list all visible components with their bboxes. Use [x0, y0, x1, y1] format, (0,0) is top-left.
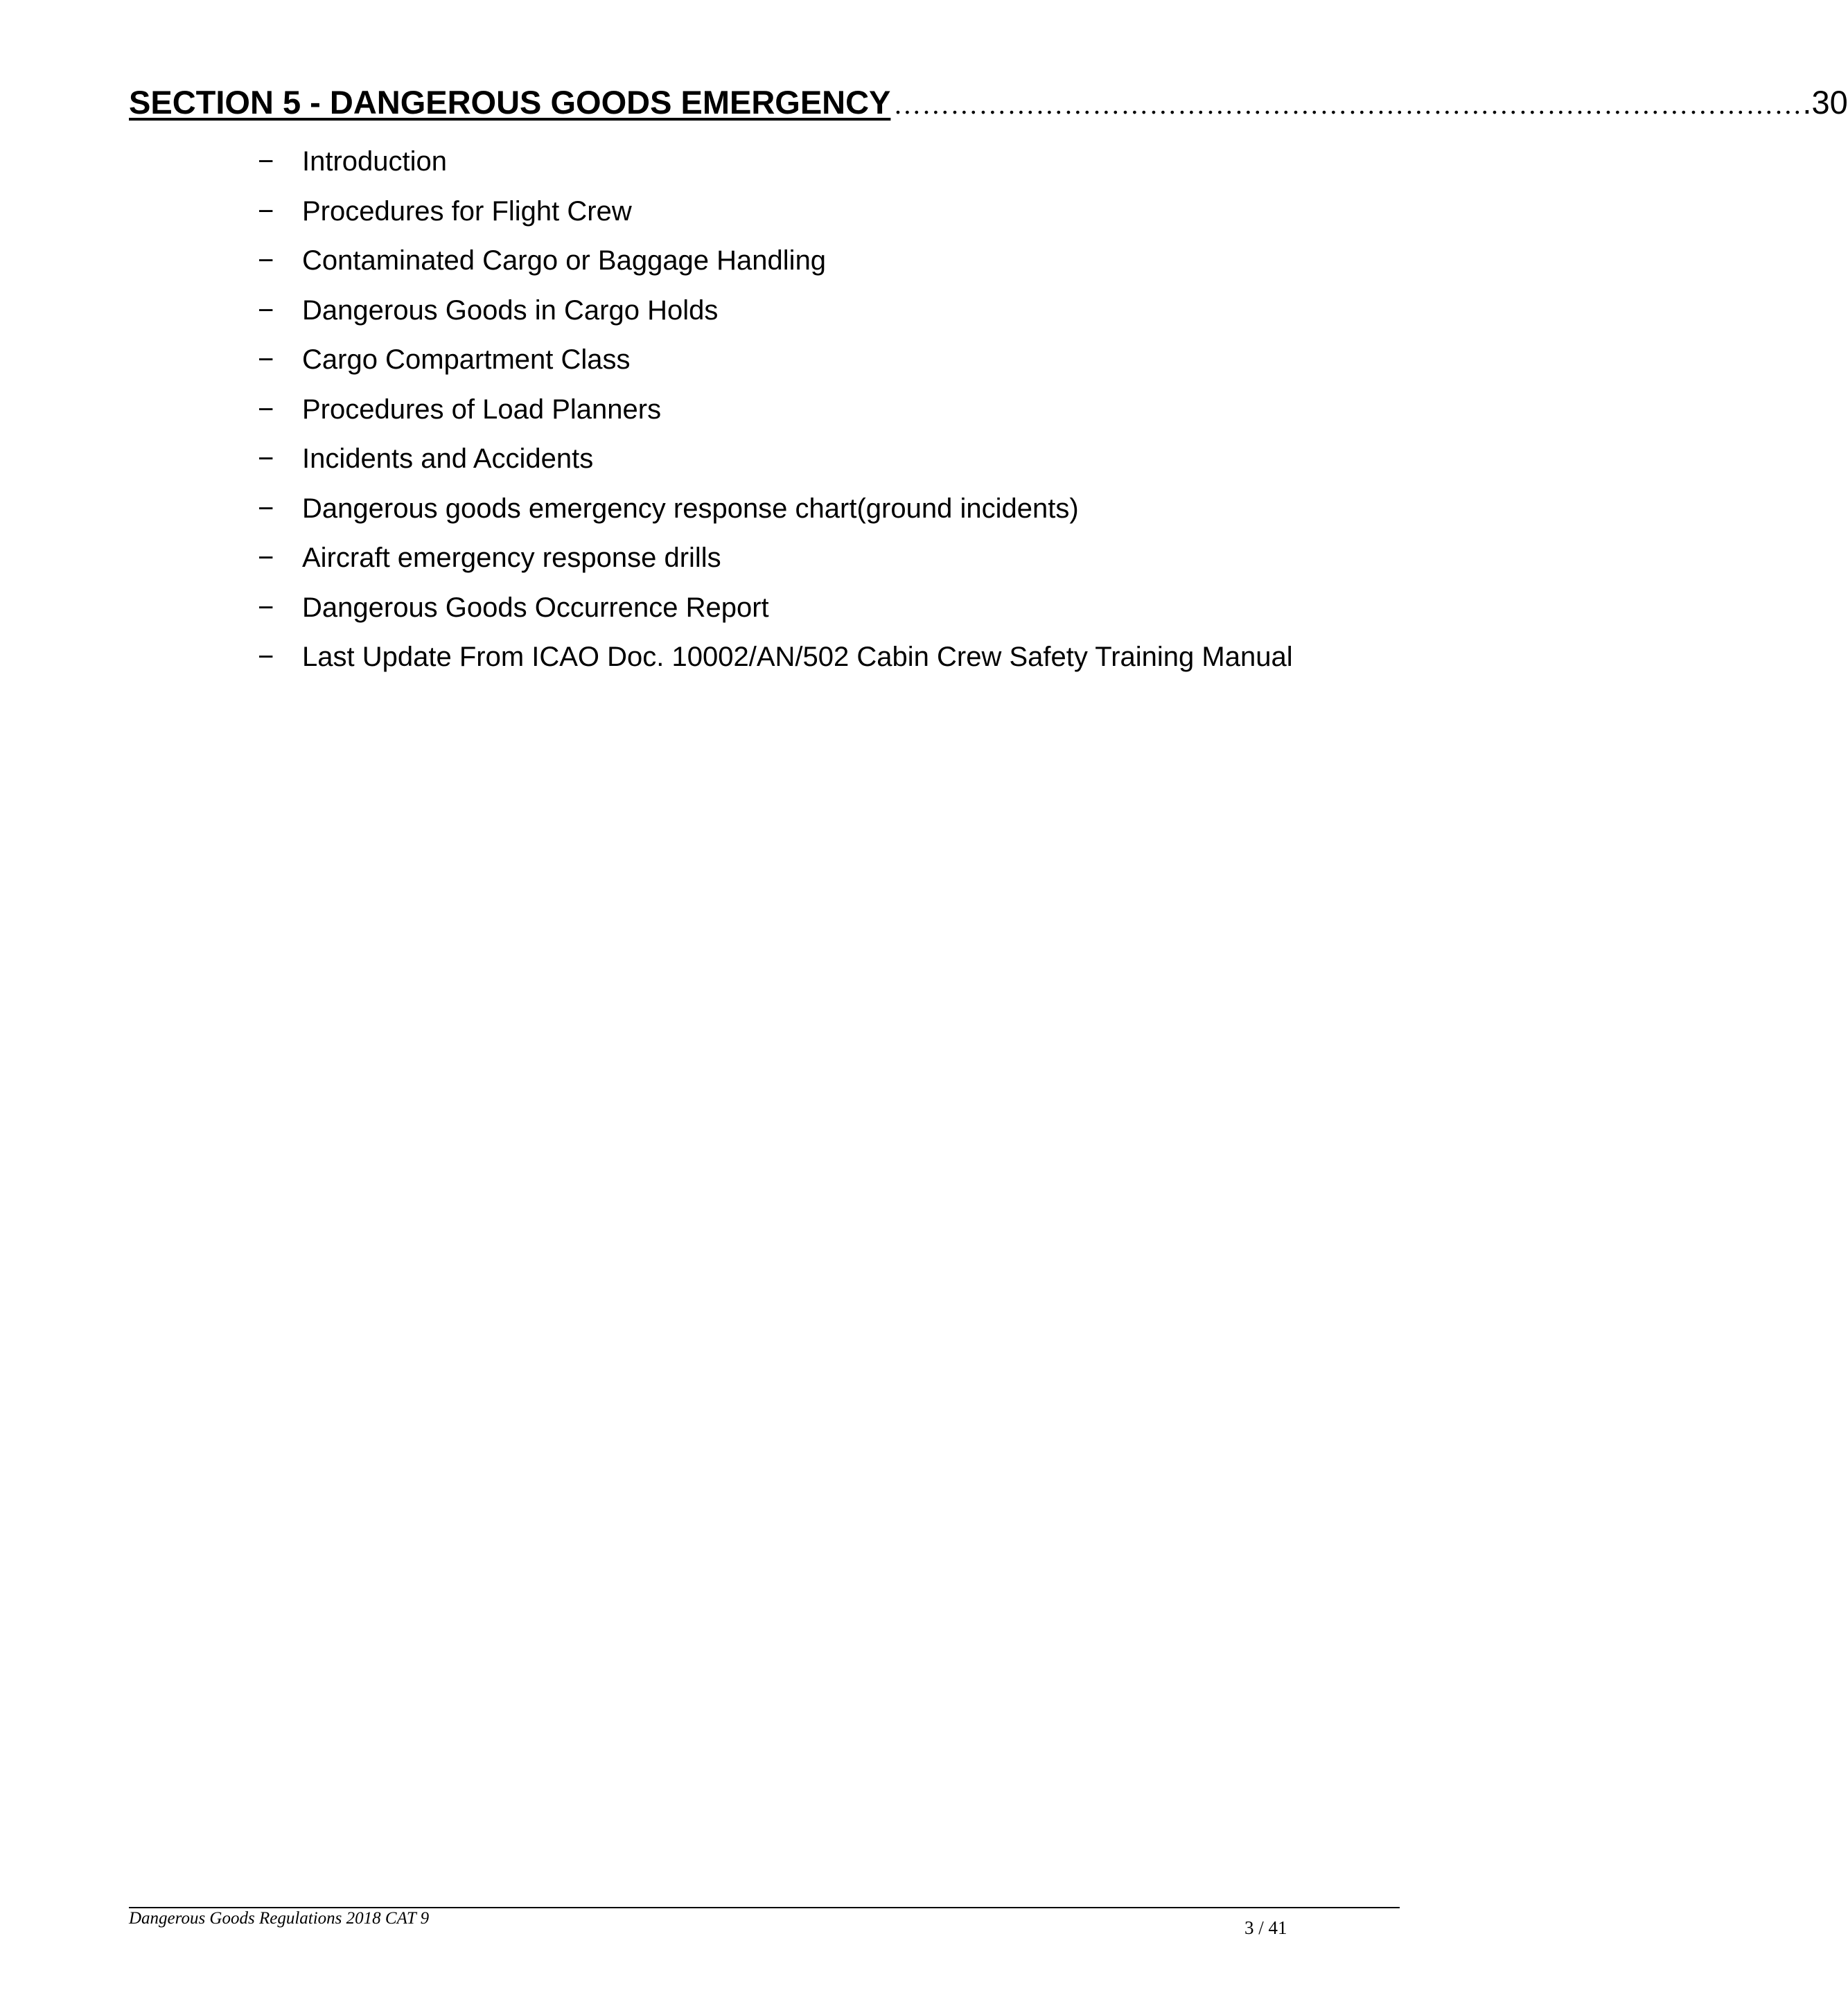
toc-item-label: Dangerous Goods in Cargo Holds — [302, 294, 719, 326]
toc-item-label: Dangerous goods emergency response chart(ground incidents) — [302, 493, 1079, 524]
toc-section-heading[interactable] — [129, 82, 1848, 125]
dot-leader: …………………………………………………………………………………… — [893, 89, 1803, 120]
dash-bullet: − — [258, 493, 274, 524]
toc-item-label: Procedures for Flight Crew — [302, 195, 632, 227]
toc-item — [258, 288, 1293, 337]
toc-item — [258, 387, 1293, 437]
dash-bullet: − — [258, 245, 274, 276]
toc-item — [258, 139, 1293, 188]
section-title: SECTION 5 - DANGEROUS GOODS EMERGENCY — [129, 84, 891, 121]
toc-item — [258, 436, 1293, 486]
toc-item-label: Dangerous Goods Occurrence Report — [302, 592, 769, 623]
footer-page-number: 3 / 41 — [1244, 1917, 1287, 1938]
dash-bullet: − — [258, 443, 274, 474]
toc-item-label: Introduction — [302, 146, 448, 177]
dash-bullet: − — [258, 344, 274, 375]
dash-bullet: − — [258, 146, 274, 177]
dash-bullet: − — [258, 294, 274, 326]
toc-item-label: Incidents and Accidents — [302, 443, 594, 474]
toc-item-label: Procedures of Load Planners — [302, 394, 662, 425]
toc-item-label: Contaminated Cargo or Baggage Handling — [302, 245, 827, 276]
toc-item — [258, 188, 1293, 238]
footer-document-title: Dangerous Goods Regulations 2018 CAT 9 — [129, 1909, 430, 1928]
dash-bullet: − — [258, 592, 274, 623]
toc-item-label: Aircraft emergency response drills — [302, 543, 721, 573]
toc-item — [258, 535, 1293, 585]
toc-item-label: Cargo Compartment Class — [302, 344, 631, 375]
toc-item — [258, 486, 1293, 536]
toc-item — [258, 238, 1293, 288]
toc-item — [258, 634, 1293, 684]
dash-bullet: − — [258, 195, 274, 227]
toc-item — [258, 585, 1293, 635]
dash-bullet: − — [258, 394, 274, 425]
toc-subitem-list — [258, 139, 1293, 684]
toc-item-label: Last Update From ICAO Doc. 10002/AN/502 Cabin Crew Safety Training Manual — [302, 642, 1293, 672]
dash-bullet: − — [258, 642, 274, 672]
section-page-number: .30 — [1802, 84, 1848, 121]
toc-item — [258, 337, 1293, 387]
dash-bullet: − — [258, 543, 274, 573]
